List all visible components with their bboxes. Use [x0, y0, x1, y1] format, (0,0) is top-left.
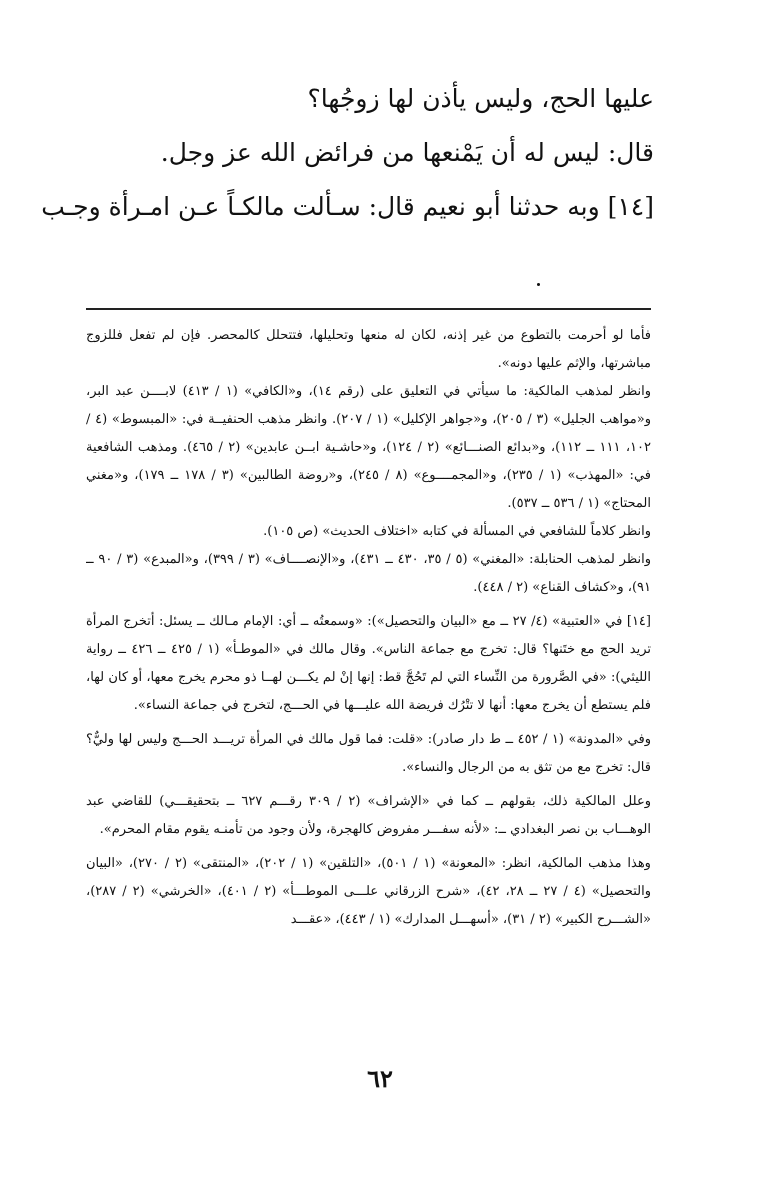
footnote-separator	[86, 308, 651, 310]
footnote-paragraph: فأما لو أحرمت بالتطوع من غير إذنه، لكان له منعها وتحليلها، فتتحلل كالمحصر. فإن لم تفعل فللزوج مباشرتها، والإثم عليها دونه».	[86, 328, 651, 371]
footnote-paragraph: وفي «المدونة» (١ / ٤٥٢ ــ ط دار صادر): «قلت: فما قول مالك في المرأة تريـــد الحـــج وليس لها وليٌّ؟ قال: تخرج مع من تثق به من الرجال والنساء».	[86, 732, 651, 775]
footnote-paragraph: وهذا مذهب المالكية، انظر: «المعونة» (١ / ٥٠١)، «التلقين» (١ / ٢٠٢)، «المنتقى» (٢ / ٢٧٠)، «البيان والتحصيل» (٤ / ٢٧ ــ ٢٨، ٤٢)، «شرح الزرقاني علـــى الموطـــأ» (٢ / ٤٠١)، «الخرشي» (٢ / ٢٨٧)، «الشـــرح الكبير» (٢ / ٣١)، «أسهـــل المدارك» (١ / ٤٤٣)، «عقـــد	[86, 856, 651, 927]
footnote-paragraph: [١٤] في «العتبية» (٤/ ٢٧ ــ مع «البيان والتحصيل»): «وسمعتُه ــ أي: الإمام مـالك ــ يسئل: أتخرج المرأة تريد الحج مع ختَنها؟ قال: تخرج مع جماعة الناس». وقال مالك في «الموطـأ» (١ / ٤٢٥ ــ ٤٢٦ ــ رواية الليثي): «في الصَّرورة من النِّساء التي لم تَحُجَّ قط: إنها إنْ لم يكـــن لهــا ذو محرم يخرج معها، أو كان لها، فلم يستطع أن يخرج معها: أنها لا تتْرُك فريضة الله عليـــها في الحـــج، لتخرج في جماعة النساء».	[86, 614, 651, 713]
footnote-paragraph: وانظر كلاماً للشافعي في المسألة في كتابه «اختلاف الحديث» (ص ١٠٥).	[263, 524, 651, 539]
footnotes	[86, 322, 651, 934]
ornament-dot	[537, 283, 540, 286]
main-text-line-1: عليها الحج، وليس يأذن لها زوجُها؟	[307, 84, 654, 113]
main-text-line-2: قال: ليس له أن يَمْنعها من فرائض الله عز وجل.	[160, 138, 654, 167]
page-number: ٦٢	[367, 1064, 393, 1093]
footnote-paragraph: وعلل المالكية ذلك، بقولهم ــ كما في «الإشراف» (٢ / ٣٠٩ رقـــم ٦٢٧ ــ بتحقيقـــي) للقاضي عبد الوهـــاب بن نصر البغدادي ــ: «لأنه سفـــر مفروض كالهجرة، ولأن وجود من تأمنـه يقوم مقام المحرم».	[86, 794, 651, 837]
footnote-paragraph: وانظر لمذهب المالكية: ما سيأتي في التعليق على (رقم ١٤)، و«الكافي» (١ / ٤١٣) لابــــن عبد البر، و«مواهب الجليل» (٣ / ٢٠٥)، و«جواهر الإكليل» (١ / ٢٠٧). وانظر مذهب الحنفيــة في: «المبسوط» (٤ / ١٠٢، ١١١ ــ ١١٢)، و«بدائع الصنـــائع» (٢ / ١٢٤)، و«حاشـية ابــن عابدين» (٢ / ٤٦٥). ومذهب الشافعية في: «المهذب» (١ / ٢٣٥)، و«المجمــــوع» (٨ / ٢٤٥)، و«روضة الطالبين» (٣ / ١٧٨ ــ ١٧٩)، و«مغني المحتاج» (١ / ٥٣٦ ــ ٥٣٧).	[86, 384, 651, 511]
footnote-paragraph: وانظر لمذهب الحنابلة: «المغني» (٥ / ٣٥، ٤٣٠ ــ ٤٣١)، و«الإنصــــاف» (٣ / ٣٩٩)، و«المبدع» (٣ / ٩٠ ــ ٩١)، و«كشاف القناع» (٢ / ٤٤٨).	[86, 552, 651, 595]
main-text-line-3: [١٤] وبه حدثنا أبو نعيم قال: سـألت مالكـاً عـن امـرأة وجـب	[41, 192, 654, 221]
